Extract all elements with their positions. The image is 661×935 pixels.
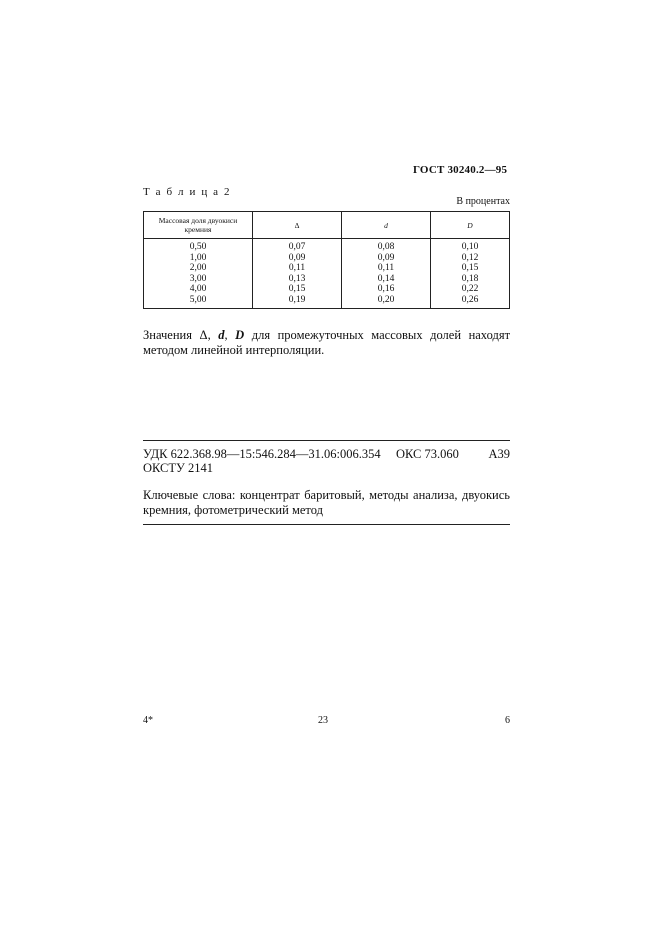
table-cell: 5,00 [144,295,253,309]
table-cell: 4,00 [144,284,253,295]
table-cell: 0,16 [342,284,431,295]
page-number: 23 [318,715,328,726]
table-cell: 0,19 [253,295,342,309]
table-cell: 0,08 [342,239,431,253]
table-cell: 0,09 [253,253,342,264]
table-cell: 0,12 [431,253,510,264]
table-cell: 0,10 [431,239,510,253]
table-cell: 0,07 [253,239,342,253]
table-row [144,284,510,295]
oks-code: ОКС 73.060 [396,447,459,461]
column-header-mass-fraction: Массовая доля двуокиси кремния [144,212,253,239]
table-title: Т а б л и ц а 2 [143,186,232,198]
data-table [143,211,510,309]
table-cell: 3,00 [144,274,253,285]
note-symbol-D: D [235,328,245,342]
table-cell: 0,14 [342,274,431,285]
table-cell: 0,26 [431,295,510,309]
note-symbol-delta: Δ [199,328,208,342]
table-cell: 2,00 [144,263,253,274]
table-cell: 0,20 [342,295,431,309]
table-cell: 0,18 [431,274,510,285]
table-row [144,295,510,309]
table-row [144,239,510,253]
interpolation-note: Значения Δ, d, D для промежуточных массовых долей находят методом линейной интерполяции. [143,328,511,357]
table-cell: 1,00 [144,253,253,264]
note-symbol-d: d [218,328,225,342]
table-header-row [144,212,510,239]
okstu-code: ОКСТУ 2141 [143,461,214,475]
column-header-d: d [342,212,431,239]
table-row [144,263,510,274]
table-cell: 0,11 [253,263,342,274]
table-cell: 0,15 [253,284,342,295]
table-cell: 0,15 [431,263,510,274]
divider-top [143,440,510,441]
divider-bottom [143,524,510,525]
footer-left-mark: 4* [143,715,153,726]
column-header-delta: Δ [253,212,342,239]
table-cell: 0,13 [253,274,342,285]
note-prefix: Значения [143,328,192,342]
note-suffix: для промежуточных массовых долей находят методом линейной интерполяции. [143,328,511,357]
column-header-D: D [431,212,510,239]
table-cell: 0,22 [431,284,510,295]
udk-code: УДК 622.368.98—15:546.284—31.06:006.354 [143,447,381,461]
standard-code: ГОСТ 30240.2—95 [413,164,508,176]
table-cell: 0,09 [342,253,431,264]
table-cell: 0,11 [342,263,431,274]
footer-right-mark: 6 [505,715,510,726]
table-row [144,253,510,264]
table-unit-note: В процентах [456,196,510,207]
group-code: А39 [488,447,510,461]
table-cell: 0,50 [144,239,253,253]
keywords: Ключевые слова: концентрат баритовый, методы анализа, двуокись кремния, фотометрический метод [143,488,510,517]
table-row [144,274,510,285]
